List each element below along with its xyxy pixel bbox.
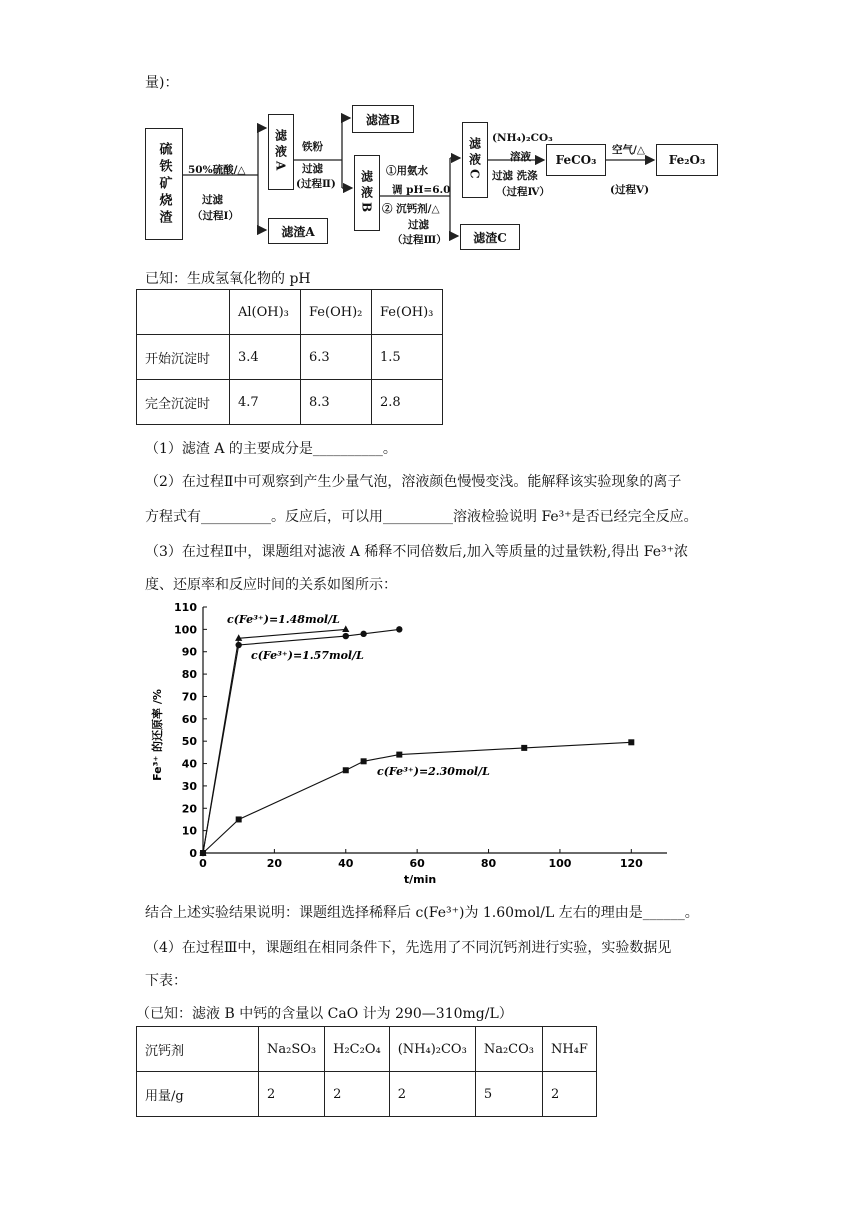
table-cell: Fe(OH)₂: [301, 290, 372, 335]
y-tick-label: 70: [181, 690, 197, 704]
step3-agent: ② 沉钙剂/△: [382, 203, 440, 215]
step3-filter: 过滤: [408, 219, 429, 231]
step4-reagent: (NH₄)₂CO₃: [492, 132, 553, 144]
feco3-box: FeCO₃: [546, 144, 606, 176]
step1-filter: 过滤: [202, 194, 223, 206]
table-cell: 2: [389, 1072, 475, 1117]
table-cell: Al(OH)₃: [230, 290, 301, 335]
data-point: [235, 642, 241, 648]
x-tick-label: 0: [199, 857, 207, 870]
data-point: [396, 626, 402, 632]
step1-label: （过程Ⅰ）: [192, 210, 239, 222]
reduction-rate-chart: [145, 595, 685, 890]
data-point: [200, 850, 206, 856]
step5-label: (过程Ⅴ): [610, 184, 650, 196]
table-cell: 用量/g: [137, 1072, 259, 1117]
series-line-1: [203, 629, 346, 853]
data-point: [521, 745, 527, 751]
ph-table: [136, 289, 443, 425]
y-tick-label: 40: [181, 757, 197, 771]
question-4-line2: 下表：: [145, 973, 187, 989]
table-cell: NH₄F: [542, 1027, 596, 1072]
x-tick-label: 80: [480, 857, 497, 870]
step3-ammonia: ①用氨水: [386, 165, 428, 177]
y-tick-label: 50: [181, 735, 197, 749]
table-cell: (NH₄)₂CO₃: [389, 1027, 475, 1072]
step3-ph: 调 pH=6.0: [392, 184, 451, 196]
table-cell: 2.8: [372, 380, 443, 425]
filtrate-a-box: 滤液A: [268, 114, 294, 190]
question-4-line1: （4）在过程Ⅲ中，课题组在相同条件下，先选用了不同沉钙剂进行实验，实验数据见: [145, 940, 672, 956]
table-row: [137, 380, 443, 425]
table-row: [137, 1072, 597, 1117]
data-point: [343, 767, 349, 773]
table-cell: Na₂CO₃: [475, 1027, 542, 1072]
y-tick-label: 10: [181, 824, 197, 838]
calcium-agent-table: [136, 1026, 597, 1117]
question-1: （1）滤渣 A 的主要成分是__________。: [145, 441, 397, 457]
table-cell: 沉钙剂: [137, 1027, 259, 1072]
step4-label: （过程Ⅳ）: [496, 186, 550, 198]
table-cell: 开始沉淀时: [137, 335, 230, 380]
process-flow-diagram: [140, 100, 720, 260]
data-point: [360, 631, 366, 637]
data-point: [236, 816, 242, 822]
step4-solution: 溶液: [510, 151, 531, 163]
data-point: [342, 625, 349, 632]
step2-reagent: 铁粉: [302, 141, 323, 153]
data-point: [361, 758, 367, 764]
x-tick-label: 120: [619, 857, 643, 870]
residue-b-box: 滤渣B: [352, 105, 414, 133]
table-cell: Na₂SO₃: [259, 1027, 325, 1072]
x-tick-label: 40: [338, 857, 354, 870]
step2-filter: 过滤: [302, 163, 323, 175]
table-cell: 1.5: [372, 335, 443, 380]
table-cell: 2: [259, 1072, 325, 1117]
y-tick-label: 30: [181, 779, 197, 793]
x-axis-label: t/min: [403, 873, 437, 886]
table-cell: 完全沉淀时: [137, 380, 230, 425]
step4-filter-wash: 过滤 洗涤: [492, 170, 538, 182]
y-tick-label: 100: [174, 623, 197, 637]
table-cell: 5: [475, 1072, 542, 1117]
data-point: [628, 739, 634, 745]
ore-box: 硫铁矿烧渣: [145, 128, 183, 240]
y-tick-label: 110: [174, 601, 197, 614]
series-label-2: c(Fe³⁺)=1.57mol/L: [251, 649, 364, 662]
fe2o3-box: Fe₂O₃: [656, 144, 718, 176]
table-row: [137, 290, 443, 335]
series-label-3: c(Fe³⁺)=2.30mol/L: [377, 765, 490, 778]
residue-c-box: 滤渣C: [460, 224, 520, 250]
step2-label: (过程Ⅱ): [296, 178, 336, 190]
y-tick-label: 90: [181, 645, 197, 659]
y-tick-label: 60: [181, 712, 197, 726]
table-row: [137, 1027, 597, 1072]
question-2-line2: 方程式有__________。反应后，可以用__________溶液检验说明 Fe³⁺是否已经完全反应。: [145, 509, 698, 525]
text-fragment: 量)：: [145, 75, 179, 91]
filtrate-c-box: 滤液C: [462, 122, 488, 198]
filtrate-b-box: 滤液B: [354, 155, 380, 231]
residue-a-box: 滤渣A: [268, 218, 328, 244]
table-cell: H₂C₂O₄: [325, 1027, 390, 1072]
table-row: [137, 335, 443, 380]
step1-condition: 50%硫酸/△: [188, 164, 246, 176]
known-ph-text: 已知：生成氢氧化物的 pH: [145, 271, 311, 287]
question-3-line2: 度、还原率和反应时间的关系如图所示：: [145, 577, 397, 593]
data-point: [396, 752, 402, 758]
question-2-line1: （2）在过程Ⅱ中可观察到产生少量气泡，溶液颜色慢慢变浅。能解释该实验现象的离子: [145, 474, 682, 490]
table-cell: 2: [542, 1072, 596, 1117]
x-tick-label: 100: [548, 857, 572, 870]
table-cell: 3.4: [230, 335, 301, 380]
conclusion-text: 结合上述实验结果说明：课题组选择稀释后 c(Fe³⁺)为 1.60mol/L 左右的理由是______。: [145, 905, 699, 921]
step5-condition: 空气/△: [612, 144, 645, 156]
y-tick-label: 80: [181, 668, 197, 682]
table-cell: 6.3: [301, 335, 372, 380]
table-cell: [137, 290, 230, 335]
question-3-line1: （3）在过程Ⅱ中，课题组对滤液 A 稀释不同倍数后,加入等质量的过量铁粉,得出 Fe³⁺浓: [145, 544, 689, 560]
question-4-note: （已知：滤液 B 中钙的含量以 CaO 计为 290—310mg/L）: [136, 1006, 513, 1022]
y-axis-label: Fe³⁺ 的还原率 /%: [151, 689, 164, 781]
data-point: [343, 633, 349, 639]
table-cell: 2: [325, 1072, 390, 1117]
table-cell: Fe(OH)₃: [372, 290, 443, 335]
y-tick-label: 0: [189, 847, 197, 860]
x-tick-label: 20: [266, 857, 283, 870]
series-label-1: c(Fe³⁺)=1.48mol/L: [227, 613, 340, 626]
x-tick-label: 60: [409, 857, 425, 870]
y-tick-label: 20: [181, 802, 197, 816]
table-cell: 8.3: [301, 380, 372, 425]
series-line-2: [203, 629, 399, 853]
table-cell: 4.7: [230, 380, 301, 425]
series-line-3: [203, 742, 631, 853]
step3-label: （过程Ⅲ）: [392, 234, 447, 246]
